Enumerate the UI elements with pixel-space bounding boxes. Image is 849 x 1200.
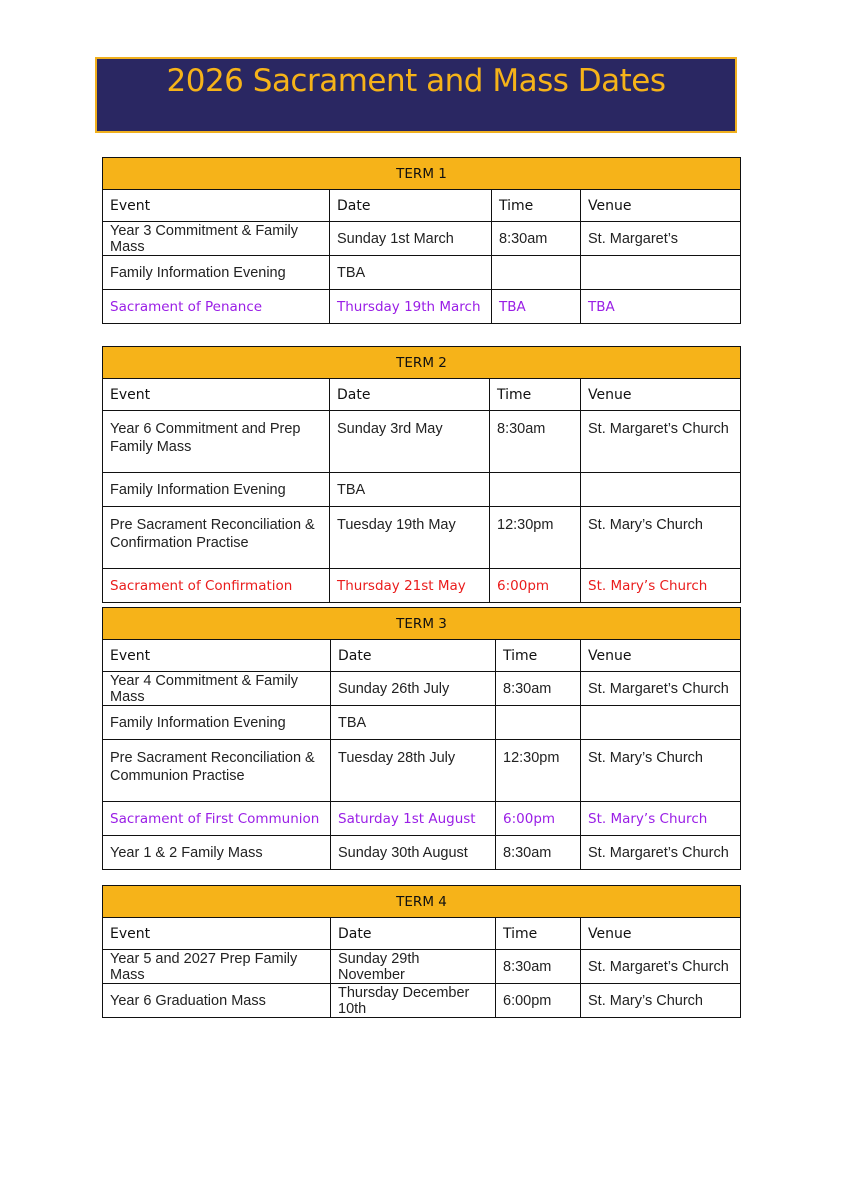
table-row <box>103 256 741 290</box>
event-cell: Family Information Evening <box>103 706 331 740</box>
col-header-date: Date <box>331 640 496 672</box>
venue-cell <box>581 706 741 740</box>
col-header-venue: Venue <box>581 918 741 950</box>
table-row <box>103 706 741 740</box>
time-cell: 8:30am <box>496 836 581 870</box>
col-header-event: Event <box>103 379 330 411</box>
col-header-date: Date <box>330 190 492 222</box>
time-cell <box>496 706 581 740</box>
table-row <box>103 222 741 256</box>
time-cell <box>490 473 581 507</box>
event-cell: Year 4 Commitment & Family Mass <box>103 672 331 706</box>
term-2-table <box>102 346 741 603</box>
event-cell: Sacrament of Confirmation <box>103 569 330 603</box>
venue-cell: TBA <box>581 290 741 324</box>
time-cell: 12:30pm <box>490 507 581 569</box>
col-header-event: Event <box>103 918 331 950</box>
table-row <box>103 672 741 706</box>
col-header-time: Time <box>496 918 581 950</box>
time-cell: TBA <box>492 290 581 324</box>
venue-cell: St. Margaret’s Church <box>581 950 741 984</box>
venue-cell <box>581 256 741 290</box>
time-cell: 6:00pm <box>490 569 581 603</box>
term-4-table <box>102 885 741 1018</box>
term-label: TERM 1 <box>103 158 741 190</box>
title-banner <box>95 57 737 133</box>
table-row-highlight <box>103 290 741 324</box>
col-header-date: Date <box>330 379 490 411</box>
date-cell: TBA <box>330 256 492 290</box>
venue-cell: St. Margaret’s Church <box>581 411 741 473</box>
term-1-table <box>102 157 741 324</box>
time-cell: 8:30am <box>496 950 581 984</box>
event-cell: Year 6 Commitment and Prep Family Mass <box>103 411 330 473</box>
page-title: 2026 Sacrament and Mass Dates <box>166 63 666 99</box>
time-cell: 8:30am <box>490 411 581 473</box>
col-header-venue: Venue <box>581 190 741 222</box>
date-cell: Sunday 26th July <box>331 672 496 706</box>
venue-cell <box>581 473 741 507</box>
date-cell: TBA <box>330 473 490 507</box>
venue-cell: St. Margaret’s <box>581 222 741 256</box>
time-cell <box>492 256 581 290</box>
table-row <box>103 507 741 569</box>
venue-cell: St. Mary’s Church <box>581 507 741 569</box>
date-cell: Thursday 21st May <box>330 569 490 603</box>
venue-cell: St. Margaret’s Church <box>581 836 741 870</box>
table-row-highlight <box>103 569 741 603</box>
table-row <box>103 950 741 984</box>
date-cell: TBA <box>331 706 496 740</box>
venue-cell: St. Margaret’s Church <box>581 672 741 706</box>
date-cell: Thursday 19th March <box>330 290 492 324</box>
table-row <box>103 411 741 473</box>
col-header-time: Time <box>492 190 581 222</box>
col-header-event: Event <box>103 640 331 672</box>
event-cell: Year 6 Graduation Mass <box>103 984 331 1018</box>
event-cell: Year 5 and 2027 Prep Family Mass <box>103 950 331 984</box>
col-header-time: Time <box>496 640 581 672</box>
table-row <box>103 836 741 870</box>
event-cell: Year 3 Commitment & Family Mass <box>103 222 330 256</box>
table-row <box>103 740 741 802</box>
time-cell: 6:00pm <box>496 984 581 1018</box>
event-cell: Year 1 & 2 Family Mass <box>103 836 331 870</box>
venue-cell: St. Mary’s Church <box>581 569 741 603</box>
col-header-venue: Venue <box>581 640 741 672</box>
time-cell: 6:00pm <box>496 802 581 836</box>
col-header-time: Time <box>490 379 581 411</box>
event-cell: Pre Sacrament Reconciliation & Confirmation Practise <box>103 507 330 569</box>
date-cell: Tuesday 19th May <box>330 507 490 569</box>
venue-cell: St. Mary’s Church <box>581 984 741 1018</box>
date-cell: Sunday 29th November <box>331 950 496 984</box>
venue-cell: St. Mary’s Church <box>581 740 741 802</box>
time-cell: 12:30pm <box>496 740 581 802</box>
time-cell: 8:30am <box>492 222 581 256</box>
event-cell: Sacrament of Penance <box>103 290 330 324</box>
col-header-venue: Venue <box>581 379 741 411</box>
table-row-highlight <box>103 802 741 836</box>
term-label: TERM 2 <box>103 347 741 379</box>
event-cell: Family Information Evening <box>103 473 330 507</box>
date-cell: Sunday 30th August <box>331 836 496 870</box>
term-3-table <box>102 607 741 870</box>
table-row <box>103 984 741 1018</box>
date-cell: Saturday 1st August <box>331 802 496 836</box>
event-cell: Family Information Evening <box>103 256 330 290</box>
col-header-date: Date <box>331 918 496 950</box>
date-cell: Thursday December 10th <box>331 984 496 1018</box>
table-row <box>103 473 741 507</box>
date-cell: Tuesday 28th July <box>331 740 496 802</box>
term-label: TERM 3 <box>103 608 741 640</box>
term-label: TERM 4 <box>103 886 741 918</box>
time-cell: 8:30am <box>496 672 581 706</box>
venue-cell: St. Mary’s Church <box>581 802 741 836</box>
date-cell: Sunday 3rd May <box>330 411 490 473</box>
event-cell: Pre Sacrament Reconciliation & Communion Practise <box>103 740 331 802</box>
col-header-event: Event <box>103 190 330 222</box>
date-cell: Sunday 1st March <box>330 222 492 256</box>
event-cell: Sacrament of First Communion <box>103 802 331 836</box>
